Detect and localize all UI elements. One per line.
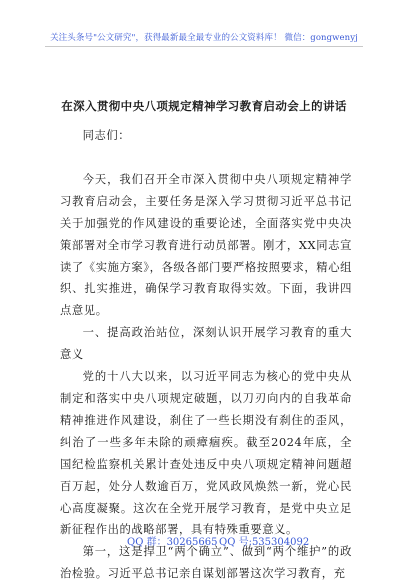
footer-qq-group: QQ 群：30265665 [127,537,218,548]
section-heading-1: 一、提高政治站位，深刻认识开展学习教育的重大意义 [60,326,352,362]
salutation: 同志们： [82,129,131,142]
header-divider [45,46,363,47]
footer-contact [0,533,408,549]
paragraph-point-1: 第一，这是捍卫“两个确立”、做到“两个维护”的政治检验。习近平总书记亲自谋划部署这次学习教育，充 [60,545,352,581]
document-body [60,125,352,585]
paragraph-background: 党的十八大以来，以习近平同志为核心的党中央从制定和落实中央八项规定破题，以刀刃向内的自我革命精神推进作风建设，刹住了一些长期没有刹住的歪风，纠治了一些多年未除的顽瘴痼疾。截至2024年底，全国纪检监察机关累计查处违反中央八项规定精神问题超百万起，处分人数逾百万，党风政风焕然一新，党心民心高度凝聚。这次在全党开展学习教育，是党中央立足新征程作出的战略部署，具有特殊重要意义。 [60,370,352,537]
paragraph-intro: 今天，我们召开全市深入贯彻中央八项规定精神学习教育启动会，主要任务是深入学习贯彻习近平总书记关于加强党的作风建设的重要论述，全面落实党中央决策部署对全市学习教育进行动员部署。刚才，XX同志宣读了《实施方案》，各级各部门要严格按照要求，精心组织、扎实推进，确保学习教育取得实效。下面，我讲四点意见。 [60,172,352,318]
footer-qq-number: QQ 号:535304092 [219,537,310,548]
document-title: 在深入贯彻中央八项规定精神学习教育启动会上的讲话 [61,99,347,113]
header-promo-text: 关注头条号"公文研究"，获得最新最全最专业的公文资料库！ 微信：gongwenyj [50,33,358,43]
